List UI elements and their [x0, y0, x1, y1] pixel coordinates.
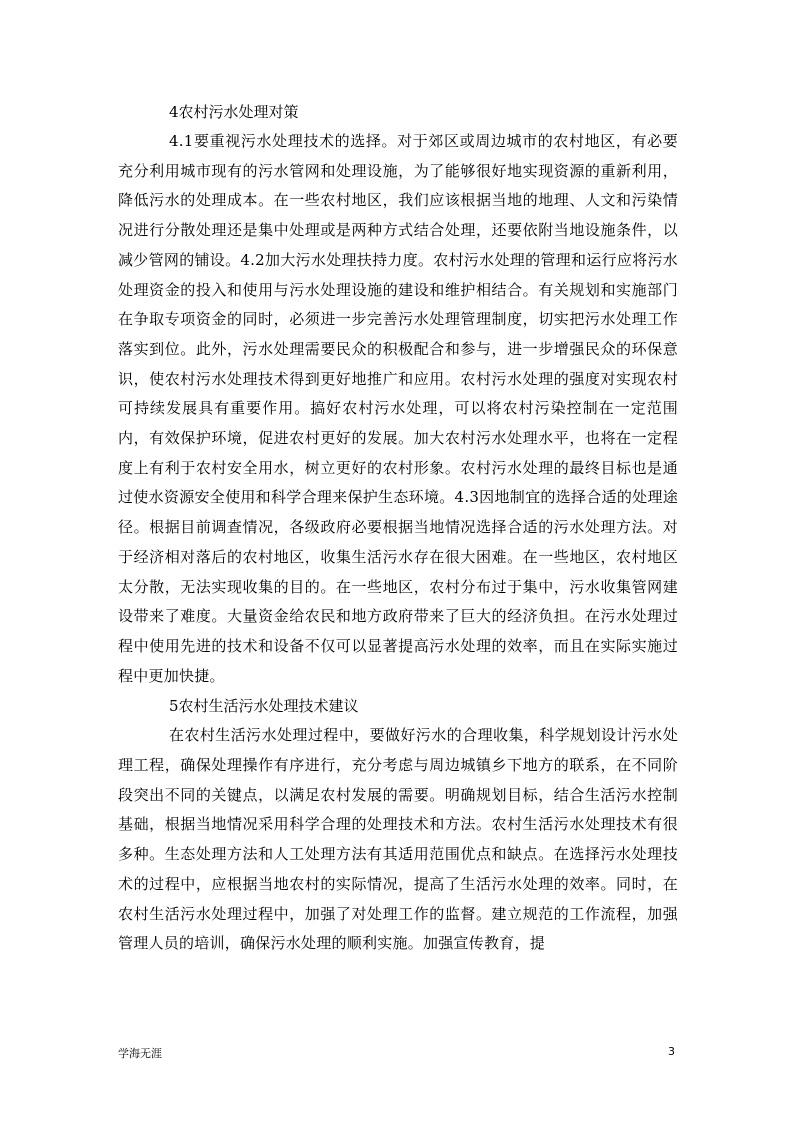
document-body: [118, 97, 678, 959]
section-5-paragraph: 在农村生活污水处理过程中，要做好污水的合理收集，科学规划设计污水处理工程，确保处理操作有序进行，充分考虑与周边城镇乡下地方的联系，在不同阶段突出不同的关键点，以满足农村发展的需要。明确规划目标，结合生活污水控制基础，根据当地情况采用科学合理的处理技术和方法。农村生活污水处理技术有很多种。生态处理方法和人工处理方法有其适用范围优点和缺点。在选择污水处理技术的过程中，应根据当地农村的实际情况，提高了生活污水处理的效率。同时，在农村生活污水处理过程中，加强了对处理工作的监督。建立规范的工作流程，加强管理人员的培训，确保污水处理的顺利实施。加强宣传教育，提: [118, 726, 678, 953]
section-4-heading: 4农村污水处理对策: [169, 103, 299, 121]
page-number: 3: [668, 1045, 675, 1058]
section-5-heading: 5农村生活污水处理技术建议: [169, 697, 359, 716]
footer-text: 学海无涯: [118, 1047, 162, 1060]
section-4-paragraph: 4.1要重视污水处理技术的选择。对于郊区或周边城市的农村地区，有必要充分利用城市现有的污水管网和处理设施，为了能够很好地实现资源的重新利用，降低污水的处理成本。在一些农村地区，我们应该根据当地的地理、人文和污染情况进行分散处理还是集中处理或是两种方式结合处理，还要依附当地设施条件，以减少管网的铺设。4.2加大污水处理扶持力度。农村污水处理的管理和运行应将污水处理资金的投入和使用与污水处理设施的建设和维护相结合。有关规划和实施部门在争取专项资金的同时，必须进一步完善污水处理管理制度，切实把污水处理工作落实到位。此外，污水处理需要民众的积极配合和参与，进一步增强民众的环保意识，使农村污水处理技术得到更好地推广和应用。农村污水处理的强度对实现农村可持续发展具有重要作用。搞好农村污水处理，可以将农村污染控制在一定范围内，有效保护环境，促进农村更好的发展。加大农村污水处理水平，也将在一定程度上有利于农村安全用水，树立更好的农村形象。农村污水处理的最终目标也是通过使水资源安全使用和科学合理来保护生态环境。4.3因地制宜的选择合适的处理途径。根据目前调查情况，各级政府必要根据当地情况选择合适的污水处理方法。对于经济相对落后的农村地区，收集生活污水存在很大困难。在一些地区，农村地区太分散，无法实现收集的目的。在一些地区，农村分布过于集中，污水收集管网建设带来了难度。大量资金给农民和地方政府带来了巨大的经济负担。在污水处理过程中使用先进的技术和设备不仅可以显著提高污水处理的效率，而且在实际实施过程中更加快捷。: [118, 132, 678, 685]
